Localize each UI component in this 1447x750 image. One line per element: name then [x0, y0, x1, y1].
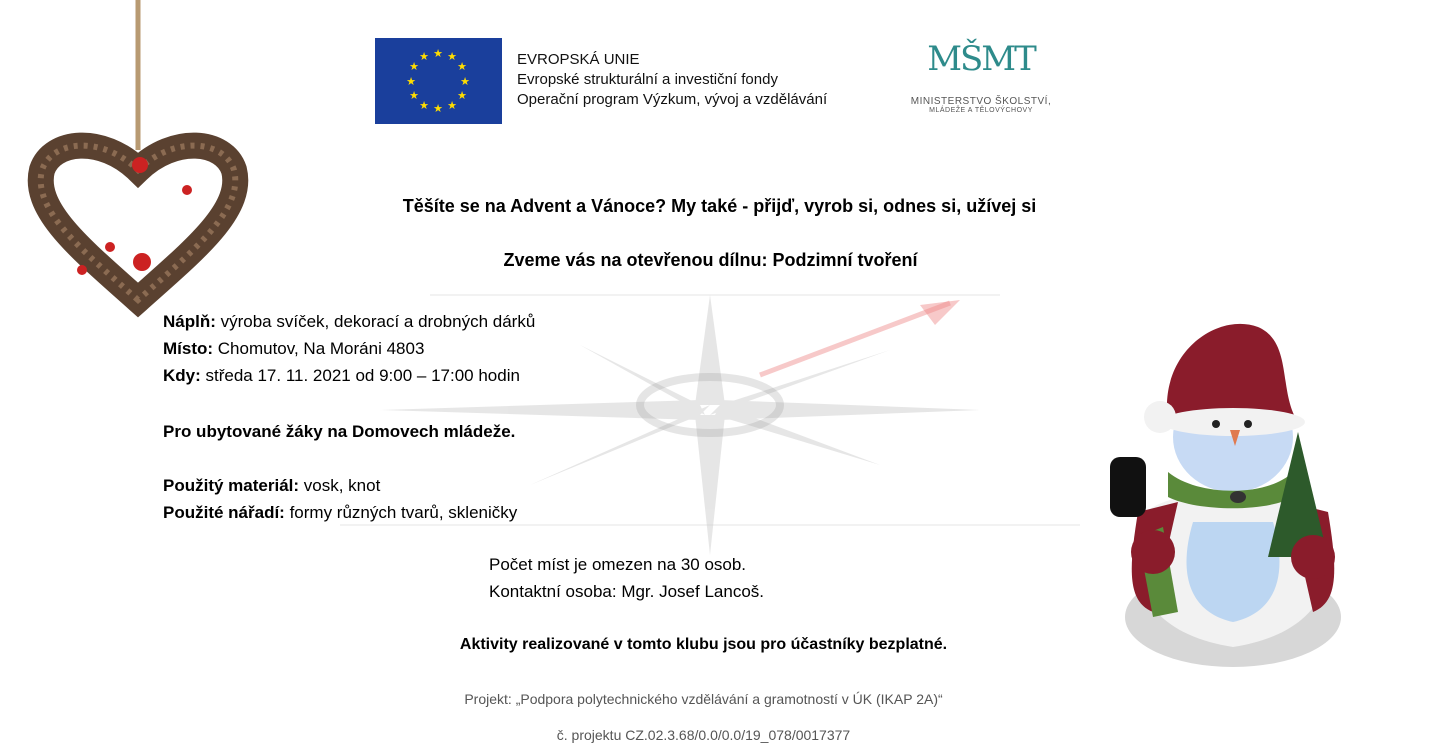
svg-text:★: ★ — [447, 50, 457, 63]
project-name: Projekt: „Podpora polytechnického vzdělávání a gramotností v ÚK (IKAP 2A)“ — [464, 691, 943, 707]
headline: Těšíte se na Advent a Vánoce? My také - přijď, vyrob si, odnes si, užívej si — [402, 196, 1037, 216]
eu-line-3: Operační program Výzkum, vývoj a vzdělávání — [517, 91, 828, 108]
invitation-title: Zveme vás na otevřenou dílnu: Podzimní tvoření — [503, 250, 918, 270]
eu-line-2: Evropské strukturální a investiční fondy — [517, 71, 778, 88]
ministry-line-1: MINISTERSTVO ŠKOLSTVÍ, — [910, 96, 1052, 107]
heart-ornament-icon — [22, 0, 254, 330]
capacity-text: Počet míst je omezen na 30 osob. — [489, 555, 747, 574]
msmt-mark: MŠMT — [927, 39, 1035, 79]
tools-label: Použité nářadí: — [163, 503, 285, 522]
svg-text:★: ★ — [460, 75, 470, 88]
ministry-logo — [896, 38, 1066, 126]
napln-row — [163, 308, 535, 335]
kdy-label: Kdy: — [163, 366, 201, 385]
misto-value: Chomutov, Na Moráni 4803 — [213, 339, 425, 358]
capacity-contact-block — [489, 551, 764, 605]
svg-text:★: ★ — [433, 102, 443, 115]
svg-text:★: ★ — [457, 60, 467, 73]
materials-block — [163, 472, 517, 526]
kdy-row — [163, 362, 535, 389]
misto-row — [163, 335, 535, 362]
svg-text:★: ★ — [406, 75, 416, 88]
svg-text:★: ★ — [433, 47, 443, 60]
tools-value: formy různých tvarů, skleničky — [284, 503, 518, 522]
svg-text:★: ★ — [447, 99, 457, 112]
audience-note: Pro ubytované žáky na Domovech mládeže. — [163, 422, 516, 441]
material-row — [163, 472, 517, 499]
misto-label: Místo: — [163, 339, 214, 358]
kdy-value: středa 17. 11. 2021 od 9:00 – 17:00 hodin — [200, 366, 520, 385]
free-note: Aktivity realizované v tomto klubu jsou pro účastníky bezplatné. — [459, 636, 948, 653]
eu-line-1: EVROPSKÁ UNIE — [517, 51, 640, 68]
contact-text: Kontaktní osoba: Mgr. Josef Lancoš. — [489, 582, 764, 601]
snowman-figure-icon — [1098, 312, 1368, 672]
napln-value: výroba svíček, dekorací a drobných dárků — [215, 312, 536, 331]
svg-text:★: ★ — [419, 99, 429, 112]
ministry-line-2: MLÁDEŽE A TĚLOVÝCHOVY — [929, 107, 1033, 114]
eu-flag-icon — [375, 38, 502, 124]
tools-row — [163, 499, 517, 526]
svg-text:★: ★ — [409, 89, 419, 102]
eu-logo-text — [517, 50, 827, 110]
svg-text:★: ★ — [457, 89, 467, 102]
event-details — [163, 308, 535, 389]
project-number: č. projektu CZ.02.3.68/0.0/0.0/19_078/0017377 — [556, 727, 851, 743]
svg-text:★: ★ — [409, 60, 419, 73]
material-label: Použitý materiál: — [163, 476, 300, 495]
svg-text:★: ★ — [419, 50, 429, 63]
napln-label: Náplň: — [163, 312, 216, 331]
material-value: vosk, knot — [299, 476, 381, 495]
